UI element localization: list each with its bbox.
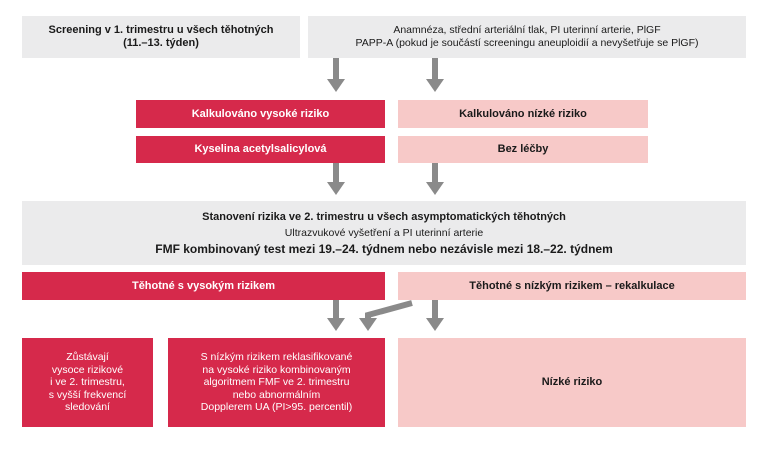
first-trimester-details-line2: PAPP-A (pokud je součástí screeningu aneuploidií a nevyšetřuje se PlGF) [355, 37, 699, 49]
first-trimester-screening-weeks: (11.–13. týden) [123, 37, 199, 49]
first-trimester-screening-title: Screening v 1. trimestru u všech těhotných [48, 24, 274, 36]
first-trimester-details-line1: Anamnéza, střední arteriální tlak, PI uterinní arterie, PlGF [393, 24, 661, 36]
low-risk-calculated-label: Kalkulováno nízké riziko [459, 107, 587, 120]
reclassified-line: S nízkým rizikem reklasifikované [200, 351, 353, 364]
remain-high-risk-line: vysoce rizikové [51, 363, 124, 376]
arrow-down-icon [426, 300, 444, 331]
reclassified-line: na vysoké riziko kombinovaným [202, 363, 351, 376]
reclassified-line: algoritmem FMF ve 2. trimestru [203, 376, 350, 389]
remain-high-risk-line: sledování [65, 401, 110, 414]
remain-high-risk-line: i ve 2. trimestru, [50, 376, 125, 389]
arrow-down-icon [327, 300, 345, 331]
aspirin-label: Kyselina acetylsalicylová [194, 143, 327, 155]
remain-high-risk-line: s vyšší frekvencí [48, 388, 127, 401]
second-trimester-ultrasound: Ultrazvukové vyšetření a PI uterinní arterie [284, 226, 484, 239]
arrow-down-icon [426, 58, 444, 92]
second-trimester-title: Stanovení rizika ve 2. trimestru u všech asymptomatických těhotných [202, 210, 566, 223]
remain-high-risk-line: Zůstávají [66, 351, 109, 364]
low-risk-recalculation-label: Těhotné s nízkým rizikem – rekalkulace [469, 279, 675, 292]
reclassified-line: Dopplerem UA (PI>95. percentil) [200, 401, 353, 414]
arrow-down-icon [327, 58, 345, 92]
high-risk-calculated-label: Kalkulováno vysoké riziko [191, 107, 330, 120]
high-risk-pregnant-label: Těhotné s vysokým rizikem [131, 279, 276, 292]
low-risk-final-label: Nízké riziko [541, 376, 603, 388]
no-treatment-label: Bez léčby [497, 143, 549, 155]
arrow-down-icon [426, 163, 444, 195]
arrow-diagonal-icon [359, 303, 412, 331]
second-trimester-fmf-test: FMF kombinovaný test mezi 19.–24. týdnem nebo nezávisle mezi 18.–22. týdnem [155, 241, 613, 256]
arrow-down-icon [327, 163, 345, 195]
reclassified-line: nebo abnormálním [232, 388, 321, 401]
